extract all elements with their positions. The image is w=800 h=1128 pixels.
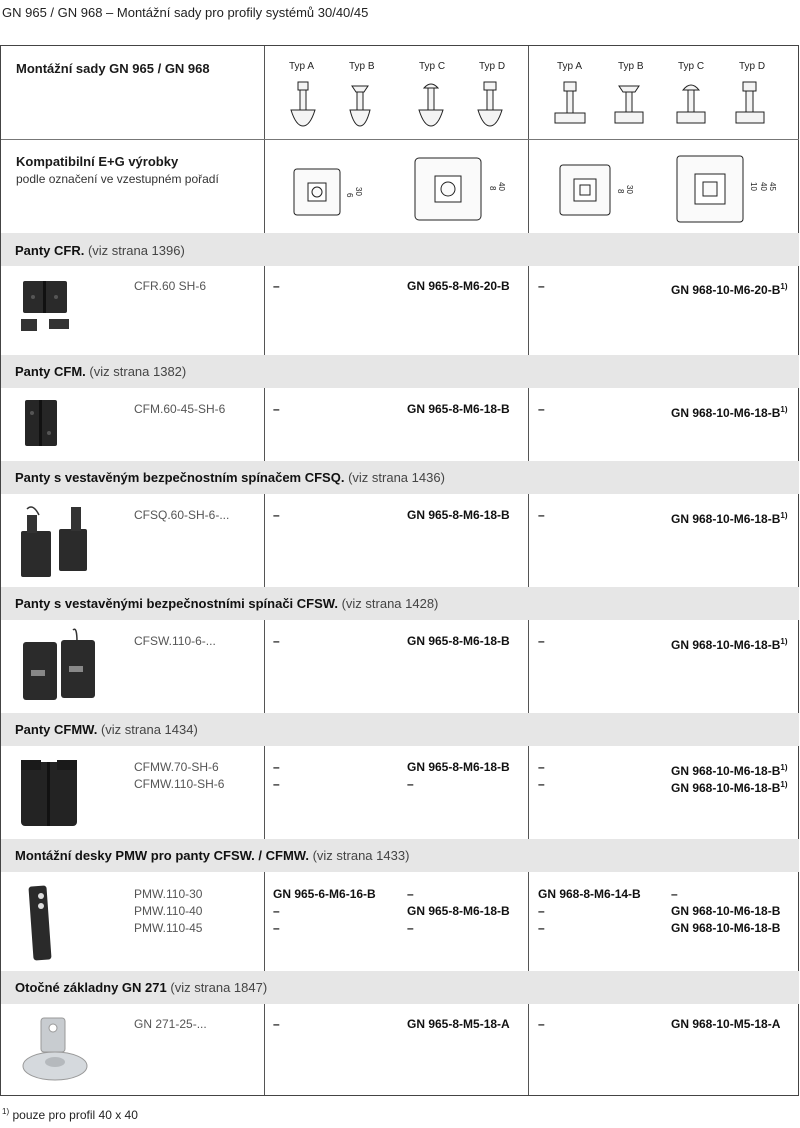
product-code: CFMW.70-SH-6 [134, 760, 219, 774]
cell-value: GN $968-10-M6-18-B^{1)}$ [671, 637, 788, 652]
cell-value: – [273, 921, 280, 935]
cell-value: – [538, 777, 545, 791]
mounting-plate-pmw-image [23, 882, 63, 964]
profile-40-45-slot10-drawing [673, 152, 788, 226]
cell-value: GN 968-10-M6-18-B [671, 921, 781, 935]
dimension-label: 6 [345, 193, 354, 198]
product-code: CFMW.110-SH-6 [134, 777, 225, 791]
section-title: Panty CFR. (viz strana 1396) [15, 243, 185, 258]
type-label: Typ C [419, 61, 446, 72]
cell-value: – [273, 508, 280, 522]
product-code: PMW.110-30 [134, 887, 203, 901]
cell-value: – [273, 634, 280, 648]
row-divider [1, 139, 799, 140]
type-label: Typ C [678, 61, 705, 72]
type-label: Typ B [618, 61, 644, 72]
dimension-label: 10 [749, 182, 758, 191]
column-divider [528, 46, 529, 1095]
cell-value: – [538, 1017, 545, 1031]
cell-value: – [538, 508, 545, 522]
cell-value: GN 965-8-M6-18-B [407, 760, 510, 774]
table-header-title: Montážní sady GN 965 / GN 968 [16, 61, 210, 76]
profile-30-slot6-drawing [286, 159, 366, 219]
cell-value: – [407, 887, 414, 901]
cell-value: GN 965-8-M6-18-B [407, 402, 510, 416]
compatible-products-subtitle: podle označení ve vzestupném pořadí [16, 172, 219, 186]
cell-value: GN $968-10-M6-18-B^{1)}$ [671, 511, 788, 526]
product-code: CFR.60 SH-6 [134, 279, 207, 293]
cell-value: – [273, 904, 280, 918]
cell-value: – [538, 921, 545, 935]
cell-value: GN 965-8-M6-18-B [407, 508, 510, 522]
section-title: Panty s vestavěnými bezpečnostními spínači CFSW. (viz strana 1428) [15, 596, 439, 611]
cell-value: – [671, 887, 678, 901]
cell-value: – [538, 634, 545, 648]
footnote: $^{1)}$ pouze pro profil 40 x 40 [2, 1107, 138, 1122]
compatibility-table [0, 45, 799, 1096]
cell-value: GN 968-10-M5-18-A [671, 1017, 781, 1031]
dimension-label: 40 [759, 182, 768, 191]
product-code: PMW.110-45 [134, 921, 203, 935]
section-title: Panty CFM. (viz strana 1382) [15, 364, 187, 379]
hinge-cfr-image [19, 279, 79, 339]
profile-30-slot8-drawing [554, 159, 639, 219]
type-label: Typ D [739, 61, 766, 72]
cell-value: GN $968-10-M6-18-B^{1)}$ [671, 780, 788, 795]
cell-value: GN 965-8-M5-18-A [407, 1017, 510, 1031]
swivel-base-gn271-image [19, 1014, 99, 1086]
page-title: GN 965 / GN 968 – Montážní sady pro profily systémů 30/40/45 [2, 5, 369, 20]
product-code: GN 271-25-... [134, 1017, 207, 1031]
hinge-cfmw-image [17, 754, 87, 834]
column-divider [264, 46, 265, 1095]
dimension-label: 30 [625, 185, 634, 194]
cell-value: – [538, 279, 545, 293]
cell-value: GN $968-10-M6-20-B^{1)}$ [671, 282, 788, 297]
section-title: Panty CFMW. (viz strana 1434) [15, 722, 198, 737]
fastener-drawings-gn968 [551, 78, 791, 134]
cell-value: GN $968-10-M6-18-B^{1)}$ [671, 763, 788, 778]
cell-value: – [538, 402, 545, 416]
cell-value: – [407, 921, 414, 935]
cell-value: – [407, 777, 414, 791]
section-title: Otočné základny GN 271 (viz strana 1847) [15, 980, 268, 995]
cell-value: GN $968-10-M6-18-B^{1)}$ [671, 405, 788, 420]
product-code: PMW.110-40 [134, 904, 203, 918]
dimension-label: 45 [768, 182, 777, 191]
cell-value: – [273, 1017, 280, 1031]
product-code: CFM.60-45-SH-6 [134, 402, 226, 416]
cell-value: – [273, 760, 280, 774]
cell-value: GN 968-8-M6-14-B [538, 887, 641, 901]
hinge-cfsq-image [17, 501, 97, 581]
compatible-products-title: Kompatibilní E+G výrobky [16, 154, 179, 169]
cell-value: GN 968-10-M6-18-B [671, 904, 781, 918]
cell-value: – [538, 904, 545, 918]
section-title: Panty s vestavěným bezpečnostním spínačem CFSQ. (viz strana 1436) [15, 470, 445, 485]
dimension-label: 30 [354, 187, 363, 196]
hinge-cfsw-image [17, 626, 107, 706]
cell-value: GN 965-8-M6-18-B [407, 904, 510, 918]
cell-value: – [273, 279, 280, 293]
type-label: Typ A [557, 61, 583, 72]
cell-value: – [538, 760, 545, 774]
hinge-cfm-image [19, 398, 69, 453]
profile-40-slot8-drawing [411, 154, 511, 224]
product-code: CFSW.110-6-... [134, 634, 216, 648]
section-title: Montážní desky PMW pro panty CFSW. / CFMW. (viz strana 1433) [15, 848, 410, 863]
bolt-head [298, 82, 308, 90]
cell-value: GN 965-6-M6-16-B [273, 887, 376, 901]
type-label: Typ D [479, 61, 506, 72]
product-code: CFSQ.60-SH-6-... [134, 508, 230, 522]
fastener-drawings-gn965 [286, 78, 526, 134]
dimension-label: 40 [497, 182, 506, 191]
type-label: Typ B [349, 61, 375, 72]
cell-value: GN 965-8-M6-18-B [407, 634, 510, 648]
cell-value: GN 965-8-M6-20-B [407, 279, 510, 293]
dimension-label: 8 [616, 189, 625, 194]
cell-value: – [273, 402, 280, 416]
column-divider [798, 46, 799, 1095]
cell-value: – [273, 777, 280, 791]
dimension-label: 8 [488, 186, 497, 191]
type-label: Typ A [289, 61, 315, 72]
